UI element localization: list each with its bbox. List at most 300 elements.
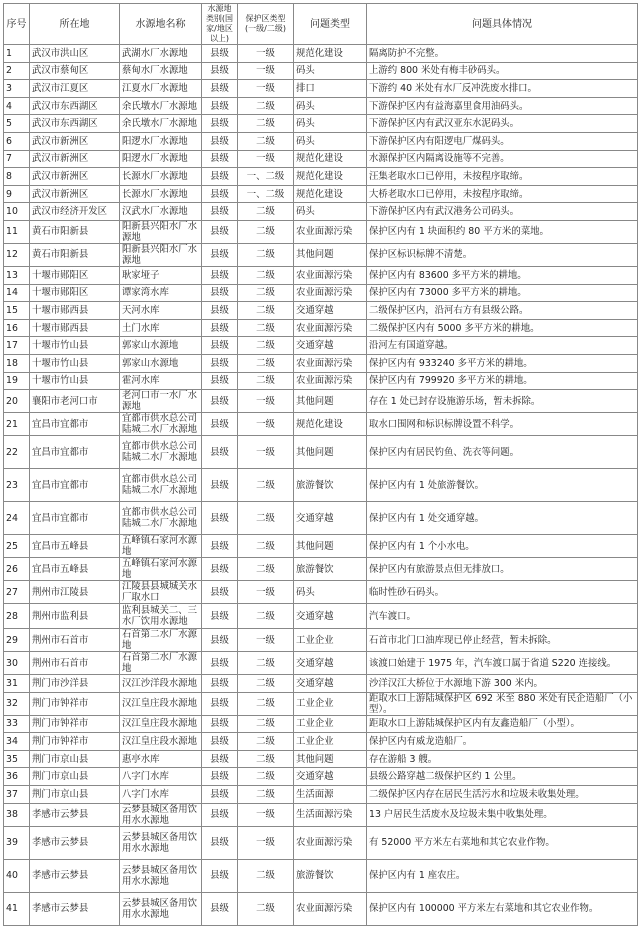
row-level: 县级: [202, 558, 238, 581]
row-number: 14: [4, 284, 30, 302]
table-row: [4, 803, 638, 826]
row-location: 十堰市郧阳区: [30, 266, 120, 284]
table-row: [4, 413, 638, 436]
table-row: [4, 715, 638, 733]
row-source: 耿家垭子: [120, 266, 202, 284]
row-detail: 下游保护区内有阳逻电厂煤码头。: [367, 132, 638, 150]
row-detail: 保护区内有 73000 多平方米的耕地。: [367, 284, 638, 302]
row-detail: 二级保护区内存在居民生活污水和垃圾未收集处理。: [367, 786, 638, 804]
row-location: 孝感市云梦县: [30, 892, 120, 925]
row-source: 江陵县县城城关水厂取水口: [120, 581, 202, 604]
table-row: [4, 168, 638, 186]
table-row: [4, 750, 638, 768]
row-level: 县级: [202, 185, 238, 203]
header-detail: 问题具体情况: [367, 4, 638, 45]
row-location: 荆门市钟祥市: [30, 692, 120, 715]
row-type: 交通穿越: [294, 502, 367, 535]
row-level: 县级: [202, 62, 238, 80]
row-type: 其他问题: [294, 390, 367, 413]
row-detail: 保护区内有 100000 平方米左右菜地和其它农业作物。: [367, 892, 638, 925]
table-row: [4, 284, 638, 302]
row-type: 码头: [294, 581, 367, 604]
header-source: 水源地名称: [120, 4, 202, 45]
row-source: 汉江皇庄段水源地: [120, 733, 202, 751]
row-zone: 一级: [238, 62, 294, 80]
row-zone: 一级: [238, 803, 294, 826]
row-number: 3: [4, 80, 30, 98]
row-type: 交通穿越: [294, 768, 367, 786]
row-number: 6: [4, 132, 30, 150]
row-type: 农业面源污染: [294, 284, 367, 302]
row-type: 码头: [294, 97, 367, 115]
row-source: 郭家山水源地: [120, 337, 202, 355]
row-type: 码头: [294, 203, 367, 221]
table-row: [4, 675, 638, 693]
row-location: 武汉市新洲区: [30, 150, 120, 168]
row-detail: 下游约 40 米处有水厂反冲洗废水排口。: [367, 80, 638, 98]
row-detail: 距取水口上游陆城保护区 692 米至 880 米处有民企造船厂（小型）。: [367, 692, 638, 715]
row-type: 规范化建设: [294, 45, 367, 63]
row-type: 规范化建设: [294, 413, 367, 436]
row-zone: 二级: [238, 859, 294, 892]
row-level: 县级: [202, 535, 238, 558]
row-detail: 存在游船 3 艘。: [367, 750, 638, 768]
row-level: 县级: [202, 892, 238, 925]
row-level: 县级: [202, 859, 238, 892]
row-location: 荆门市钟祥市: [30, 715, 120, 733]
row-level: 县级: [202, 243, 238, 266]
row-source: 监利县城关二、三水厂饮用水源地: [120, 604, 202, 629]
row-zone: 一级: [238, 45, 294, 63]
table-row: [4, 390, 638, 413]
row-location: 荆州市石首市: [30, 629, 120, 652]
row-detail: 取水口围网和标识标牌设置不科学。: [367, 413, 638, 436]
row-source: 宜都市供水总公司陆城二水厂水源地: [120, 469, 202, 502]
row-number: 4: [4, 97, 30, 115]
row-type: 农业面源污染: [294, 354, 367, 372]
table-row: [4, 558, 638, 581]
row-zone: 二级: [238, 652, 294, 675]
row-source: 阳逻水厂水源地: [120, 150, 202, 168]
table-row: [4, 185, 638, 203]
header-location: 所在地: [30, 4, 120, 45]
row-level: 县级: [202, 80, 238, 98]
row-location: 十堰市竹山县: [30, 354, 120, 372]
row-type: 旅游餐饮: [294, 469, 367, 502]
row-source: 汉江皇庄段水源地: [120, 692, 202, 715]
water-source-issues-table: [3, 3, 638, 926]
row-location: 十堰市竹山县: [30, 337, 120, 355]
row-location: 武汉市东西湖区: [30, 115, 120, 133]
row-location: 襄阳市老河口市: [30, 390, 120, 413]
row-location: 武汉市新洲区: [30, 185, 120, 203]
row-level: 县级: [202, 150, 238, 168]
header-row: [4, 4, 638, 45]
row-source: 八字门水库: [120, 786, 202, 804]
row-type: 其他问题: [294, 750, 367, 768]
row-location: 武汉市经济开发区: [30, 203, 120, 221]
row-location: 武汉市新洲区: [30, 132, 120, 150]
row-location: 宜昌市五峰县: [30, 535, 120, 558]
row-type: 工业企业: [294, 733, 367, 751]
row-detail: 二级保护区内，沿河右方有县级公路。: [367, 302, 638, 320]
row-number: 26: [4, 558, 30, 581]
row-zone: 二级: [238, 675, 294, 693]
row-detail: 汽车渡口。: [367, 604, 638, 629]
row-type: 农业面源污染: [294, 266, 367, 284]
row-detail: 有 52000 平方米左右菜地和其它农业作物。: [367, 826, 638, 859]
row-source: 谭家湾水库: [120, 284, 202, 302]
row-level: 县级: [202, 581, 238, 604]
row-location: 荆门市京山县: [30, 768, 120, 786]
row-zone: 一级: [238, 390, 294, 413]
row-location: 孝感市云梦县: [30, 859, 120, 892]
row-zone: 一级: [238, 80, 294, 98]
row-level: 县级: [202, 168, 238, 186]
row-detail: 县级公路穿越二级保护区约 1 公里。: [367, 768, 638, 786]
row-location: 十堰市竹山县: [30, 372, 120, 390]
table-row: [4, 337, 638, 355]
row-level: 县级: [202, 354, 238, 372]
row-detail: 沿河左有国道穿越。: [367, 337, 638, 355]
row-number: 22: [4, 436, 30, 469]
row-detail: 保护区内有 1 处交通穿越。: [367, 502, 638, 535]
row-zone: 一级: [238, 150, 294, 168]
row-location: 十堰市郧西县: [30, 319, 120, 337]
row-number: 18: [4, 354, 30, 372]
row-number: 38: [4, 803, 30, 826]
row-zone: 一级: [238, 826, 294, 859]
row-detail: 二级保护区内有 5000 多平方米的耕地。: [367, 319, 638, 337]
row-source: 汉武水厂水源地: [120, 203, 202, 221]
row-location: 孝感市云梦县: [30, 803, 120, 826]
row-detail: 保护区内有居民钓鱼、洗衣等问题。: [367, 436, 638, 469]
table-row: [4, 220, 638, 243]
row-detail: 保护区内有 799920 多平方米的耕地。: [367, 372, 638, 390]
row-zone: 一、二级: [238, 185, 294, 203]
row-zone: 二级: [238, 715, 294, 733]
row-zone: 一级: [238, 629, 294, 652]
row-source: 郭家山水源地: [120, 354, 202, 372]
row-level: 县级: [202, 502, 238, 535]
row-zone: 二级: [238, 733, 294, 751]
row-level: 县级: [202, 826, 238, 859]
row-number: 30: [4, 652, 30, 675]
header-type: 问题类型: [294, 4, 367, 45]
row-number: 17: [4, 337, 30, 355]
row-location: 荆门市沙洋县: [30, 675, 120, 693]
row-zone: 一级: [238, 436, 294, 469]
row-detail: 该渡口始建于 1975 年，汽车渡口属于省道 S220 连接线。: [367, 652, 638, 675]
row-location: 宜昌市宜都市: [30, 469, 120, 502]
row-detail: 距取水口上游陆城保护区内有友鑫造船厂（小型）。: [367, 715, 638, 733]
row-zone: 二级: [238, 220, 294, 243]
table-row: [4, 786, 638, 804]
row-detail: 临时性砂石码头。: [367, 581, 638, 604]
row-type: 交通穿越: [294, 675, 367, 693]
row-number: 8: [4, 168, 30, 186]
row-level: 县级: [202, 132, 238, 150]
row-source: 宜都市供水总公司陆城二水厂水源地: [120, 436, 202, 469]
row-level: 县级: [202, 715, 238, 733]
row-detail: 沙洋汉江大桥位于水源地下游 300 米内。: [367, 675, 638, 693]
row-number: 15: [4, 302, 30, 320]
row-source: 云梦县城区备用饮用水水源地: [120, 803, 202, 826]
row-source: 云梦县城区备用饮用水水源地: [120, 892, 202, 925]
row-location: 宜昌市宜都市: [30, 413, 120, 436]
row-number: 33: [4, 715, 30, 733]
row-level: 县级: [202, 604, 238, 629]
row-location: 武汉市新洲区: [30, 168, 120, 186]
row-source: 宜都市供水总公司陆城二水厂水源地: [120, 502, 202, 535]
row-location: 荆门市钟祥市: [30, 733, 120, 751]
row-level: 县级: [202, 413, 238, 436]
row-type: 其他问题: [294, 535, 367, 558]
row-detail: 保护区内有旅游景点但无排放口。: [367, 558, 638, 581]
header-level: 水源地类别(国家/地区以上): [202, 4, 238, 45]
table-row: [4, 859, 638, 892]
row-source: 五峰镇石家河水源地: [120, 535, 202, 558]
row-source: 武湖水厂水源地: [120, 45, 202, 63]
row-source: 石首第二水厂水源地: [120, 629, 202, 652]
table-row: [4, 469, 638, 502]
row-source: 长源水厂水源地: [120, 185, 202, 203]
row-level: 县级: [202, 45, 238, 63]
row-source: 石首第二水厂水源地: [120, 652, 202, 675]
table-row: [4, 45, 638, 63]
row-zone: 二级: [238, 604, 294, 629]
row-number: 1: [4, 45, 30, 63]
row-level: 县级: [202, 786, 238, 804]
row-number: 35: [4, 750, 30, 768]
row-source: 汉江沙洋段水源地: [120, 675, 202, 693]
row-detail: 隔离防护不完整。: [367, 45, 638, 63]
row-type: 排口: [294, 80, 367, 98]
row-zone: 二级: [238, 284, 294, 302]
row-number: 39: [4, 826, 30, 859]
row-number: 10: [4, 203, 30, 221]
table-row: [4, 62, 638, 80]
row-detail: 保护区内有 1 处旅游餐饮。: [367, 469, 638, 502]
row-location: 荆门市京山县: [30, 786, 120, 804]
row-zone: 二级: [238, 786, 294, 804]
row-source: 阳新县兴阳水厂水源地: [120, 243, 202, 266]
row-source: 宜都市供水总公司陆城二水厂水源地: [120, 413, 202, 436]
row-level: 县级: [202, 469, 238, 502]
row-level: 县级: [202, 337, 238, 355]
table-row: [4, 892, 638, 925]
row-location: 荆州市石首市: [30, 652, 120, 675]
row-zone: 二级: [238, 892, 294, 925]
row-zone: 二级: [238, 768, 294, 786]
row-detail: 存在 1 处已封存设施游乐场，暂未拆除。: [367, 390, 638, 413]
row-level: 县级: [202, 675, 238, 693]
row-number: 9: [4, 185, 30, 203]
row-type: 其他问题: [294, 436, 367, 469]
table-row: [4, 436, 638, 469]
row-detail: 下游保护区内有武汉港务公司码头。: [367, 203, 638, 221]
row-source: 长源水厂水源地: [120, 168, 202, 186]
row-detail: 13 户居民生活废水及垃圾未集中收集处理。: [367, 803, 638, 826]
row-type: 生活面源: [294, 786, 367, 804]
row-source: 惠亭水库: [120, 750, 202, 768]
row-number: 7: [4, 150, 30, 168]
row-number: 12: [4, 243, 30, 266]
row-zone: 一级: [238, 413, 294, 436]
row-zone: 二级: [238, 354, 294, 372]
row-number: 31: [4, 675, 30, 693]
row-level: 县级: [202, 220, 238, 243]
row-number: 25: [4, 535, 30, 558]
row-location: 武汉市东西湖区: [30, 97, 120, 115]
row-source: 土门水库: [120, 319, 202, 337]
row-detail: 上游约 800 米处有梅丰砂码头。: [367, 62, 638, 80]
row-level: 县级: [202, 733, 238, 751]
row-number: 41: [4, 892, 30, 925]
row-detail: 保护区内有威龙造船厂。: [367, 733, 638, 751]
row-detail: 保护区内有 933240 多平方米的耕地。: [367, 354, 638, 372]
row-detail: 保护区内有 1 块面积约 80 平方米的菜地。: [367, 220, 638, 243]
row-level: 县级: [202, 803, 238, 826]
row-source: 余氏墩水厂水源地: [120, 97, 202, 115]
row-number: 23: [4, 469, 30, 502]
row-location: 武汉市江夏区: [30, 80, 120, 98]
row-detail: 保护区内有 83600 多平方米的耕地。: [367, 266, 638, 284]
row-type: 工业企业: [294, 692, 367, 715]
table-row: [4, 319, 638, 337]
row-number: 40: [4, 859, 30, 892]
table-row: [4, 97, 638, 115]
row-level: 县级: [202, 629, 238, 652]
row-zone: 二级: [238, 469, 294, 502]
row-level: 县级: [202, 266, 238, 284]
row-type: 规范化建设: [294, 185, 367, 203]
row-number: 29: [4, 629, 30, 652]
row-type: 交通穿越: [294, 604, 367, 629]
row-type: 农业面源污染: [294, 372, 367, 390]
row-zone: 二级: [238, 692, 294, 715]
table-row: [4, 692, 638, 715]
table-row: [4, 243, 638, 266]
row-number: 20: [4, 390, 30, 413]
row-zone: 二级: [238, 203, 294, 221]
row-level: 县级: [202, 372, 238, 390]
row-number: 21: [4, 413, 30, 436]
row-number: 28: [4, 604, 30, 629]
row-type: 工业企业: [294, 629, 367, 652]
row-location: 孝感市云梦县: [30, 826, 120, 859]
row-location: 宜昌市宜都市: [30, 436, 120, 469]
row-type: 码头: [294, 132, 367, 150]
row-type: 工业企业: [294, 715, 367, 733]
row-source: 云梦县城区备用饮用水水源地: [120, 826, 202, 859]
row-detail: 保护区标识标牌不清楚。: [367, 243, 638, 266]
row-type: 其他问题: [294, 243, 367, 266]
row-level: 县级: [202, 436, 238, 469]
table-row: [4, 115, 638, 133]
row-level: 县级: [202, 692, 238, 715]
row-type: 交通穿越: [294, 337, 367, 355]
row-location: 宜昌市宜都市: [30, 502, 120, 535]
row-zone: 二级: [238, 337, 294, 355]
table-row: [4, 733, 638, 751]
header-no: 序号: [4, 4, 30, 45]
row-source: 霍河水库: [120, 372, 202, 390]
row-location: 荆门市京山县: [30, 750, 120, 768]
row-source: 阳新县兴阳水厂水源地: [120, 220, 202, 243]
row-detail: 下游保护区内有益海嘉里食用油码头。: [367, 97, 638, 115]
row-location: 荆州市监利县: [30, 604, 120, 629]
row-type: 规范化建设: [294, 150, 367, 168]
table-row: [4, 502, 638, 535]
row-location: 十堰市郧西县: [30, 302, 120, 320]
row-number: 5: [4, 115, 30, 133]
row-number: 2: [4, 62, 30, 80]
row-location: 武汉市蔡甸区: [30, 62, 120, 80]
row-type: 农业面源污染: [294, 826, 367, 859]
row-detail: 保护区内有 1 座农庄。: [367, 859, 638, 892]
row-source: 汉江皇庄段水源地: [120, 715, 202, 733]
row-number: 16: [4, 319, 30, 337]
row-type: 码头: [294, 62, 367, 80]
row-number: 34: [4, 733, 30, 751]
table-row: [4, 604, 638, 629]
row-zone: 二级: [238, 558, 294, 581]
row-type: 旅游餐饮: [294, 558, 367, 581]
row-number: 37: [4, 786, 30, 804]
row-location: 黄石市阳新县: [30, 220, 120, 243]
row-level: 县级: [202, 390, 238, 413]
row-zone: 一、二级: [238, 168, 294, 186]
row-zone: 二级: [238, 319, 294, 337]
table-row: [4, 354, 638, 372]
row-zone: 二级: [238, 372, 294, 390]
row-source: 天河水库: [120, 302, 202, 320]
row-number: 27: [4, 581, 30, 604]
row-type: 交通穿越: [294, 652, 367, 675]
row-level: 县级: [202, 750, 238, 768]
row-detail: 水源保护区内隔离设施等不完善。: [367, 150, 638, 168]
table-row: [4, 266, 638, 284]
row-type: 农业面源污染: [294, 319, 367, 337]
row-type: 码头: [294, 115, 367, 133]
row-source: 五峰镇石家河水源地: [120, 558, 202, 581]
row-level: 县级: [202, 319, 238, 337]
row-location: 荆州市江陵县: [30, 581, 120, 604]
row-source: 阳逻水厂水源地: [120, 132, 202, 150]
row-level: 县级: [202, 115, 238, 133]
row-zone: 二级: [238, 535, 294, 558]
row-detail: 大桥老取水口已停用，未按程序取缔。: [367, 185, 638, 203]
row-source: 云梦县城区备用饮用水水源地: [120, 859, 202, 892]
row-number: 13: [4, 266, 30, 284]
table-row: [4, 535, 638, 558]
row-zone: 二级: [238, 97, 294, 115]
row-zone: 一级: [238, 581, 294, 604]
row-detail: 石首市北门口油库现已停止经营，暂未拆除。: [367, 629, 638, 652]
row-number: 24: [4, 502, 30, 535]
row-source: 蔡甸水厂水源地: [120, 62, 202, 80]
row-source: 余氏墩水厂水源地: [120, 115, 202, 133]
row-level: 县级: [202, 652, 238, 675]
row-type: 旅游餐饮: [294, 859, 367, 892]
row-location: 宜昌市五峰县: [30, 558, 120, 581]
row-level: 县级: [202, 302, 238, 320]
row-zone: 二级: [238, 302, 294, 320]
table-row: [4, 302, 638, 320]
row-zone: 二级: [238, 243, 294, 266]
row-type: 规范化建设: [294, 168, 367, 186]
